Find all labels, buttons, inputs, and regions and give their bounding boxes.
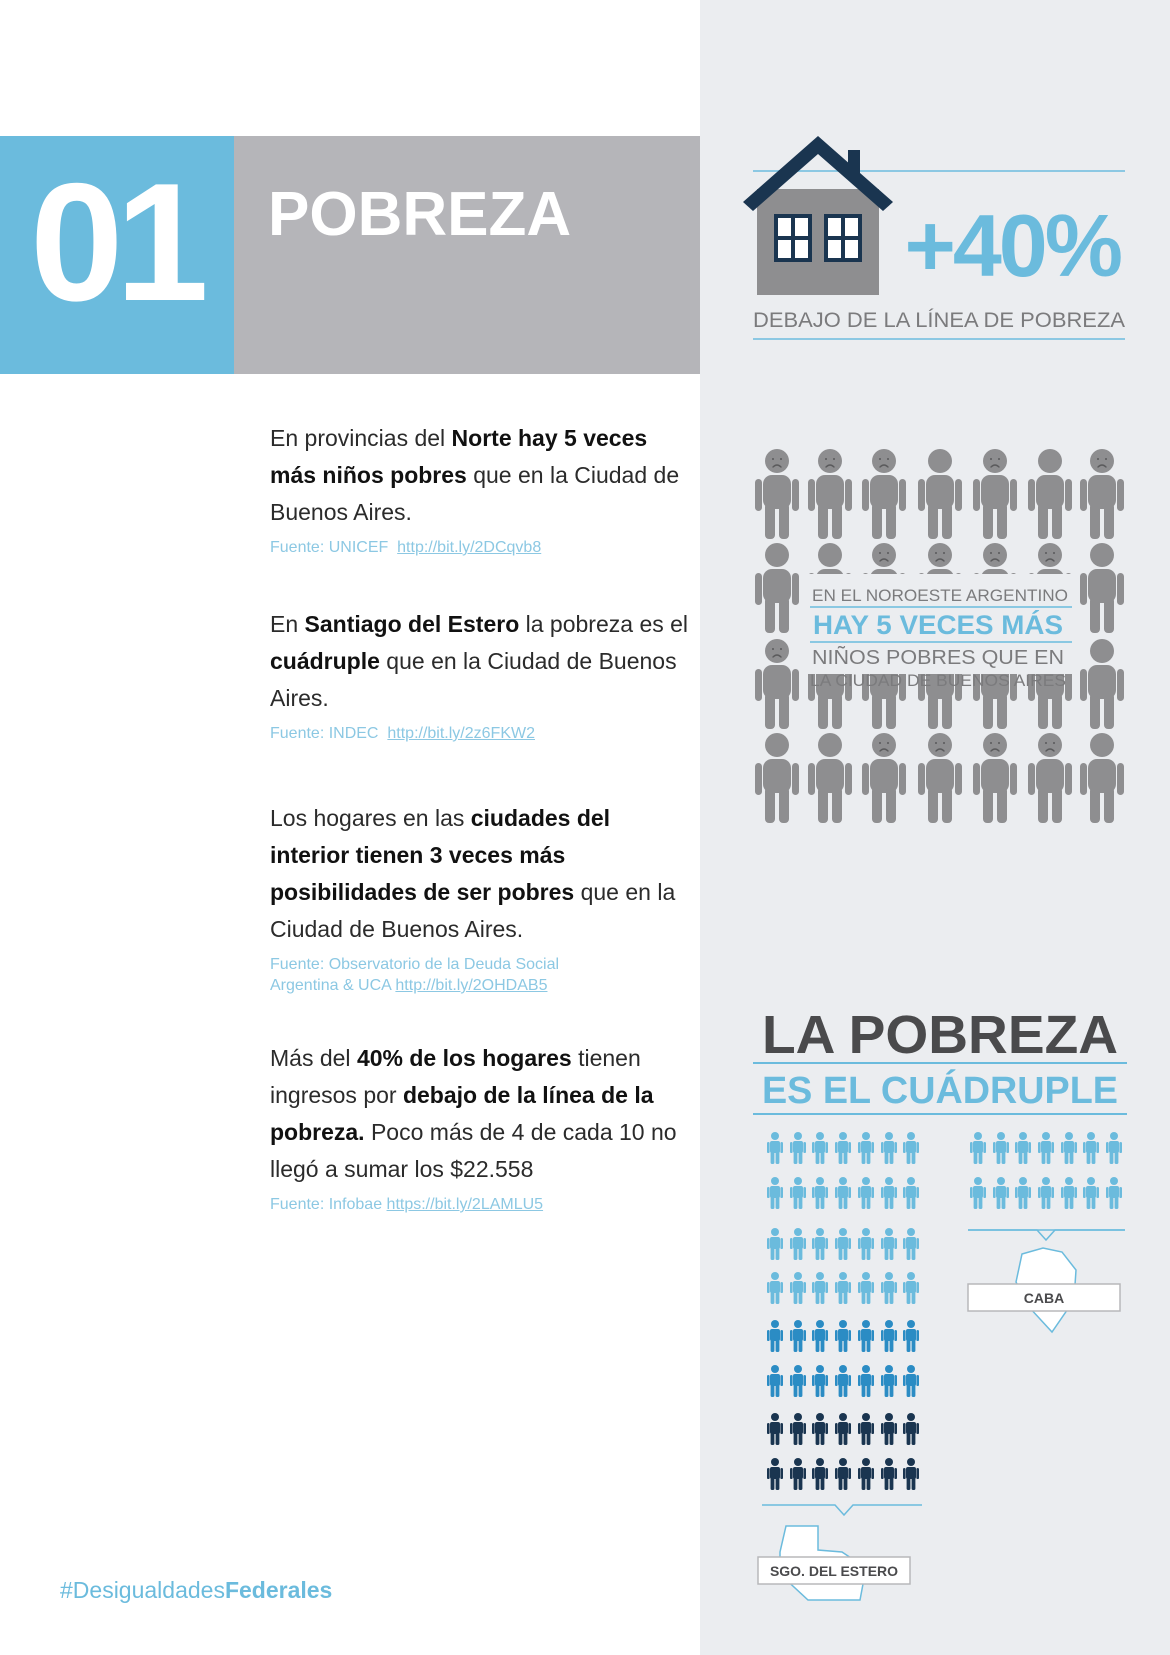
quadruple-infographic bbox=[753, 1005, 1127, 1600]
fact-text-run: que en la Ciudad de Buenos Aires. bbox=[270, 879, 676, 942]
person-icon bbox=[903, 1458, 919, 1490]
person-icon bbox=[1038, 1177, 1054, 1209]
fact-text-run: que en la Ciudad de Buenos Aires. bbox=[270, 462, 680, 525]
person-icon bbox=[903, 1228, 919, 1260]
child-figure-icon bbox=[973, 449, 1017, 539]
person-icon bbox=[1106, 1177, 1122, 1209]
person-icon bbox=[767, 1177, 783, 1209]
fact-bold-text: 40% de los hogares bbox=[356, 1045, 572, 1071]
person-icon bbox=[790, 1320, 806, 1352]
house-caption: DEBAJO DE LA LÍNEA DE POBREZA bbox=[753, 309, 1125, 332]
person-icon bbox=[812, 1458, 828, 1490]
person-icon bbox=[1061, 1177, 1077, 1209]
fact-text-run: Más del bbox=[270, 1045, 357, 1071]
person-icon bbox=[1083, 1132, 1099, 1164]
child-figure-icon bbox=[755, 449, 799, 539]
source-label: Fuente: Observatorio de la Deuda Social Argentina & UCA bbox=[270, 956, 560, 994]
source-label: Fuente: Infobae bbox=[270, 1196, 383, 1213]
person-icon bbox=[767, 1228, 783, 1260]
infographics bbox=[700, 0, 1170, 1655]
person-icon bbox=[1015, 1132, 1031, 1164]
hashtag-plain: #Desigualdades bbox=[60, 1577, 225, 1603]
person-icon bbox=[812, 1132, 828, 1164]
person-icon bbox=[812, 1413, 828, 1445]
child-figure-icon bbox=[808, 449, 852, 539]
person-icon bbox=[881, 1228, 897, 1260]
person-icon bbox=[790, 1365, 806, 1397]
person-icon bbox=[812, 1320, 828, 1352]
person-icon bbox=[835, 1132, 851, 1164]
fact-1 bbox=[270, 420, 690, 558]
person-icon bbox=[993, 1132, 1009, 1164]
person-icon bbox=[790, 1177, 806, 1209]
person-icon bbox=[812, 1177, 828, 1209]
child-figure-icon bbox=[862, 733, 906, 823]
person-icon bbox=[1038, 1132, 1054, 1164]
fact-4 bbox=[270, 1040, 690, 1215]
child-figure-icon bbox=[918, 733, 962, 823]
section-title: POBREZA bbox=[268, 180, 572, 249]
child-figure-icon bbox=[808, 733, 852, 823]
fact-text-run: En bbox=[270, 611, 305, 637]
fact-text-run: la pobreza es el bbox=[519, 611, 689, 637]
person-icon bbox=[858, 1413, 874, 1445]
person-icon bbox=[1083, 1177, 1099, 1209]
fact-text-run: tienen ingresos por bbox=[270, 1045, 641, 1108]
person-icon bbox=[858, 1458, 874, 1490]
fact-3 bbox=[270, 800, 690, 996]
person-icon bbox=[835, 1458, 851, 1490]
sgo-label: SGO. DEL ESTERO bbox=[769, 1563, 899, 1579]
child-figure-icon bbox=[1080, 733, 1124, 823]
child-figure-icon bbox=[862, 449, 906, 539]
source-link[interactable]: http://bit.ly/2DCqvb8 bbox=[397, 539, 542, 556]
fact-bold-text: ciudades del interior tienen 3 veces más posibilidades de ser pobres bbox=[270, 805, 611, 905]
fact-bold-text: debajo de la línea de la pobreza. bbox=[270, 1082, 654, 1145]
person-icon bbox=[835, 1177, 851, 1209]
person-icon bbox=[767, 1272, 783, 1304]
fact-text-run: En provincias del bbox=[270, 425, 452, 451]
person-icon bbox=[903, 1365, 919, 1397]
person-icon bbox=[903, 1413, 919, 1445]
footer-hashtag bbox=[60, 1577, 332, 1604]
child-figure-icon bbox=[755, 543, 799, 633]
hashtag-bold: Federales bbox=[224, 1577, 333, 1603]
person-icon bbox=[767, 1365, 783, 1397]
quadruple-title-2: ES EL CUÁDRUPLE bbox=[762, 1070, 1121, 1112]
fact-text-run: Poco más de 4 de cada 10 no llegó a sumar los $22.558 bbox=[270, 1119, 677, 1182]
person-icon bbox=[903, 1177, 919, 1209]
quadruple-title-1: LA POBREZA bbox=[762, 1005, 1118, 1065]
child-figure-icon bbox=[755, 733, 799, 823]
fact-bold-text: cuádruple bbox=[270, 648, 380, 674]
person-icon bbox=[858, 1228, 874, 1260]
person-icon bbox=[835, 1413, 851, 1445]
fact-source bbox=[270, 723, 690, 744]
fact-bold-text: Santiago del Estero bbox=[304, 611, 520, 637]
person-icon bbox=[790, 1272, 806, 1304]
child-figure-icon bbox=[918, 449, 962, 539]
person-icon bbox=[881, 1458, 897, 1490]
source-link[interactable]: http://bit.ly/2z6FKW2 bbox=[387, 725, 535, 742]
fact-bold-text: Norte hay 5 veces más niños pobres bbox=[270, 425, 648, 488]
sgo-people-grid bbox=[767, 1132, 919, 1490]
fact-text bbox=[270, 606, 690, 717]
person-icon bbox=[903, 1132, 919, 1164]
section-number: 01 bbox=[30, 148, 201, 336]
child-figure-icon bbox=[755, 639, 799, 729]
person-icon bbox=[970, 1132, 986, 1164]
children-line-4: LA CIUDAD DE BUENOS AIRES bbox=[810, 671, 1066, 690]
person-icon bbox=[812, 1272, 828, 1304]
child-figure-icon bbox=[1080, 449, 1124, 539]
children-line-2: HAY 5 VECES MÁS bbox=[813, 610, 1057, 640]
person-icon bbox=[970, 1177, 986, 1209]
person-icon bbox=[881, 1320, 897, 1352]
person-icon bbox=[790, 1132, 806, 1164]
source-link[interactable]: https://bit.ly/2LAMLU5 bbox=[386, 1196, 544, 1213]
children-caption bbox=[810, 586, 1072, 690]
person-icon bbox=[881, 1365, 897, 1397]
source-label: Fuente: UNICEF bbox=[270, 539, 389, 556]
person-icon bbox=[881, 1413, 897, 1445]
house-infographic bbox=[743, 136, 1125, 339]
person-icon bbox=[1106, 1132, 1122, 1164]
person-icon bbox=[835, 1320, 851, 1352]
child-figure-icon bbox=[973, 733, 1017, 823]
person-icon bbox=[835, 1272, 851, 1304]
fact-source bbox=[270, 537, 690, 558]
person-icon bbox=[812, 1365, 828, 1397]
fact-text bbox=[270, 420, 690, 531]
person-icon bbox=[993, 1177, 1009, 1209]
person-icon bbox=[1015, 1177, 1031, 1209]
children-line-1: EN EL NOROESTE ARGENTINO bbox=[812, 586, 1068, 605]
fact-text-run: que en la Ciudad de Buenos Aires. bbox=[270, 648, 677, 711]
person-icon bbox=[790, 1228, 806, 1260]
person-icon bbox=[790, 1413, 806, 1445]
caba-label: CABA bbox=[1023, 1290, 1065, 1306]
child-figure-icon bbox=[1080, 543, 1124, 633]
fact-text bbox=[270, 1040, 690, 1188]
fact-2 bbox=[270, 606, 690, 744]
person-icon bbox=[881, 1132, 897, 1164]
fact-text bbox=[270, 800, 690, 948]
person-icon bbox=[835, 1228, 851, 1260]
person-icon bbox=[881, 1272, 897, 1304]
person-icon bbox=[858, 1132, 874, 1164]
source-label: Fuente: INDEC bbox=[270, 725, 379, 742]
person-icon bbox=[767, 1458, 783, 1490]
person-icon bbox=[858, 1365, 874, 1397]
person-icon bbox=[767, 1132, 783, 1164]
person-icon bbox=[1061, 1132, 1077, 1164]
child-figure-icon bbox=[1028, 449, 1072, 539]
child-figure-icon bbox=[1080, 639, 1124, 729]
person-icon bbox=[767, 1320, 783, 1352]
children-line-3: NIÑOS POBRES QUE EN bbox=[812, 647, 1047, 669]
section-title-block bbox=[234, 136, 700, 374]
person-icon bbox=[903, 1272, 919, 1304]
person-icon bbox=[858, 1272, 874, 1304]
fact-text-run: Los hogares en las bbox=[270, 805, 471, 831]
person-icon bbox=[812, 1228, 828, 1260]
person-icon bbox=[858, 1177, 874, 1209]
person-icon bbox=[790, 1458, 806, 1490]
fact-source bbox=[270, 954, 630, 996]
person-icon bbox=[881, 1177, 897, 1209]
person-icon bbox=[835, 1365, 851, 1397]
child-figure-icon bbox=[1028, 733, 1072, 823]
person-icon bbox=[858, 1320, 874, 1352]
fact-source bbox=[270, 1194, 690, 1215]
caba-people-grid bbox=[970, 1132, 1122, 1209]
person-icon bbox=[767, 1413, 783, 1445]
source-link[interactable]: http://bit.ly/2OHDAB5 bbox=[395, 977, 548, 994]
person-icon bbox=[903, 1320, 919, 1352]
house-big-number: +40% bbox=[904, 196, 1120, 295]
